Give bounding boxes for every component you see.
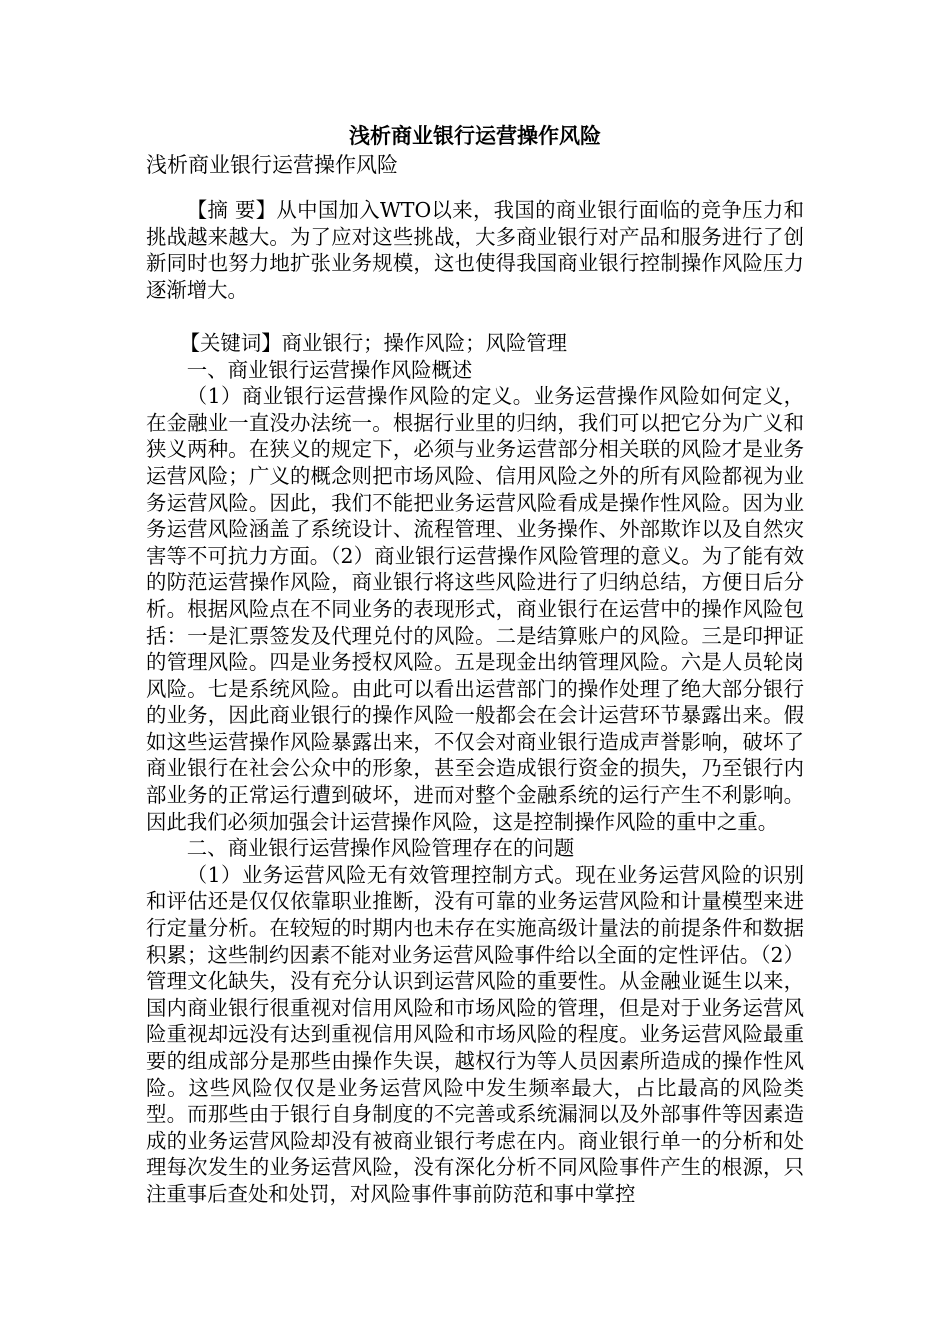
section-heading-1: 一、商业银行运营操作风险概述: [186, 357, 473, 382]
abstract-paragraph: 【摘 要】从中国加入WTO以来，我国的商业银行面临的竞争压力和挑战越来越大。为了应对这些挑战，大多商业银行对产品和服务进行了创新同时也努力地扩张业务规模，这也使得我国商业银行控制操作风险压力逐渐增大。: [146, 198, 804, 302]
section-paragraph-2: （1）业务运营风险无有效管理控制方式。现在业务运营风险的识别和评估还是仅仅依靠职业推断，没有可靠的业务运营风险和计量模型来进行定量分析。在较短的时期内也未存在实施高级计量法的前提条件和数据积累；这些制约因素不能对业务运营风险事件给以全面的定性评估。（2）管理文化缺失，没有充分认识到运营风险的重要性。从金融业诞生以来，国内商业银行很重视对信用风险和市场风险的管理，但是对于业务运营风险重视却远没有达到重视信用风险和市场风险的程度。业务运营风险最重要的组成部分是那些由操作失误，越权行为等人员因素所造成的操作性风险。这些风险仅仅是业务运营风险中发生频率最大，占比最高的风险类型。而那些由于银行自身制度的不完善或系统漏洞以及外部事件等因素造成的业务运营风险却没有被商业银行考虑在内。商业银行单一的分析和处理每次发生的业务运营风险，没有深化分析不同风险事件产生的根源，只注重事后查处和处罚，对风险事件事前防范和事中掌控: [146, 862, 804, 1206]
document-body: [146, 197, 804, 1208]
keywords-line: 【关键词】商业银行；操作风险；风险管理: [179, 330, 568, 355]
section-heading-2: 二、商业银行运营操作风险管理存在的问题: [186, 836, 575, 861]
blank-line: [146, 303, 804, 330]
document-subtitle: 浅析商业银行运营操作风险: [146, 153, 398, 177]
section-paragraph-1: （1）商业银行运营操作风险的定义。业务运营操作风险如何定义，在金融业一直没办法统一。根据行业里的归纳，我们可以把它分为广义和狭义两种。在狭义的规定下，必须与业务运营部分相关联的风险才是业务运营风险；广义的概念则把市场风险、信用风险之外的所有风险都视为业务运营风险。因此，我们不能把业务运营风险看成是操作性风险。因为业务运营风险涵盖了系统设计、流程管理、业务操作、外部欺诈以及自然灾害等不可抗力方面。（2）商业银行运营操作风险管理的意义。为了能有效的防范运营操作风险，商业银行将这些风险进行了归纳总结，方便日后分析。根据风险点在不同业务的表现形式，商业银行在运营中的操作风险包括：一是汇票签发及代理兑付的风险。二是结算账户的风险。三是印押证的管理风险。四是业务授权风险。五是现金出纳管理风险。六是人员轮岗风险。七是系统风险。由此可以看出运营部门的操作处理了绝大部分银行的业务，因此商业银行的操作风险一般都会在会计运营环节暴露出来。假如这些运营操作风险暴露出来，不仅会对商业银行造成声誉影响，破坏了商业银行在社会公众中的形象，甚至会造成银行资金的损失，乃至银行内部业务的正常运行遭到破坏，进而对整个金融系统的运行产生不利影响。因此我们必须加强会计运营操作风险，这是控制操作风险的重中之重。: [146, 384, 804, 834]
document-title: 浅析商业银行运营操作风险: [349, 123, 601, 148]
